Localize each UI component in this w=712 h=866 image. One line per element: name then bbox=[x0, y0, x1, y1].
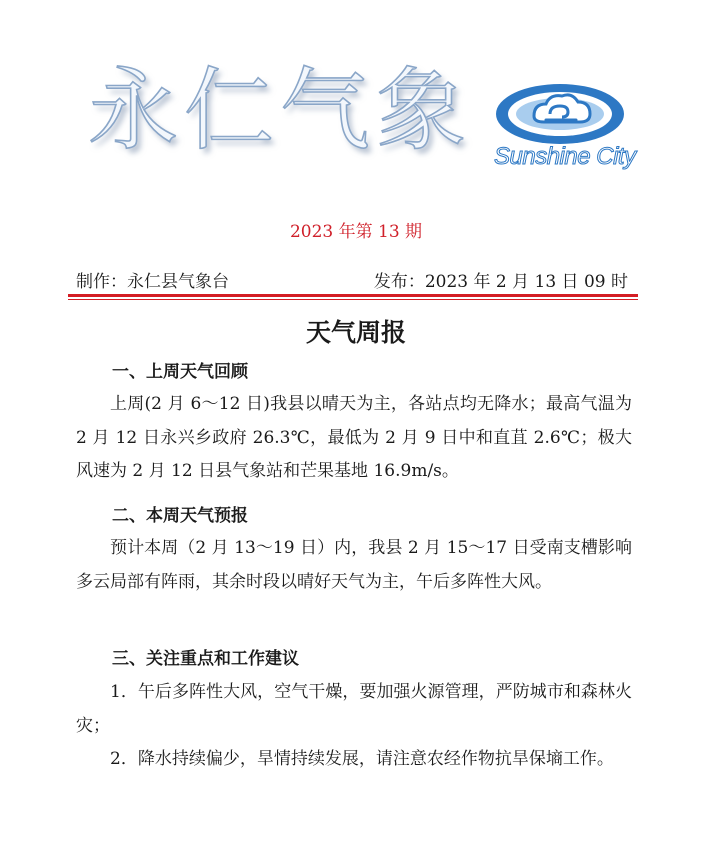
masthead-title: 永仁气象 bbox=[88, 58, 472, 163]
section-heading-forecast: 二、本周天气预报 bbox=[112, 506, 248, 526]
publish-time: 发布：2023 年 2 月 13 日 09 时 bbox=[373, 272, 628, 292]
issue-number: 2023 年第 13 期 bbox=[289, 222, 423, 242]
paragraph-forecast: 预计本周（2 月 13～19 日）内，我县 2 月 15～17 日受南支槽影响多云局部有阵雨，其余时段以晴好天气为主，午后多阵性大风。 bbox=[76, 538, 632, 592]
producer-label: 制作：永仁县气象台 bbox=[76, 272, 229, 292]
divider-thick bbox=[68, 294, 638, 297]
divider-thin bbox=[68, 299, 638, 300]
paragraph-review: 上周(2 月 6～12 日)我县以晴天为主，各站点均无降水；最高气温为 2 月 12 日永兴乡政府 26.3℃，最低为 2 月 9 日中和直苴 2.6℃；极大风速为 2 月 12 日县气象站和芒果基地 16.9m/s。 bbox=[76, 394, 632, 481]
section-heading-advice: 三、关注重点和工作建议 bbox=[112, 649, 299, 669]
paragraph-advice-1: 1．午后多阵性大风，空气干燥，要加强火源管理，严防城市和森林火灾； bbox=[76, 682, 632, 736]
masthead bbox=[0, 0, 712, 200]
logo-text: Sunshine City bbox=[494, 143, 636, 170]
document-title: 天气周报 bbox=[305, 318, 406, 347]
paragraph-advice-2: 2．降水持续偏少，旱情持续发展，请注意农经作物抗旱保墒工作。 bbox=[110, 749, 614, 769]
section-heading-review: 一、上周天气回顾 bbox=[112, 362, 248, 382]
